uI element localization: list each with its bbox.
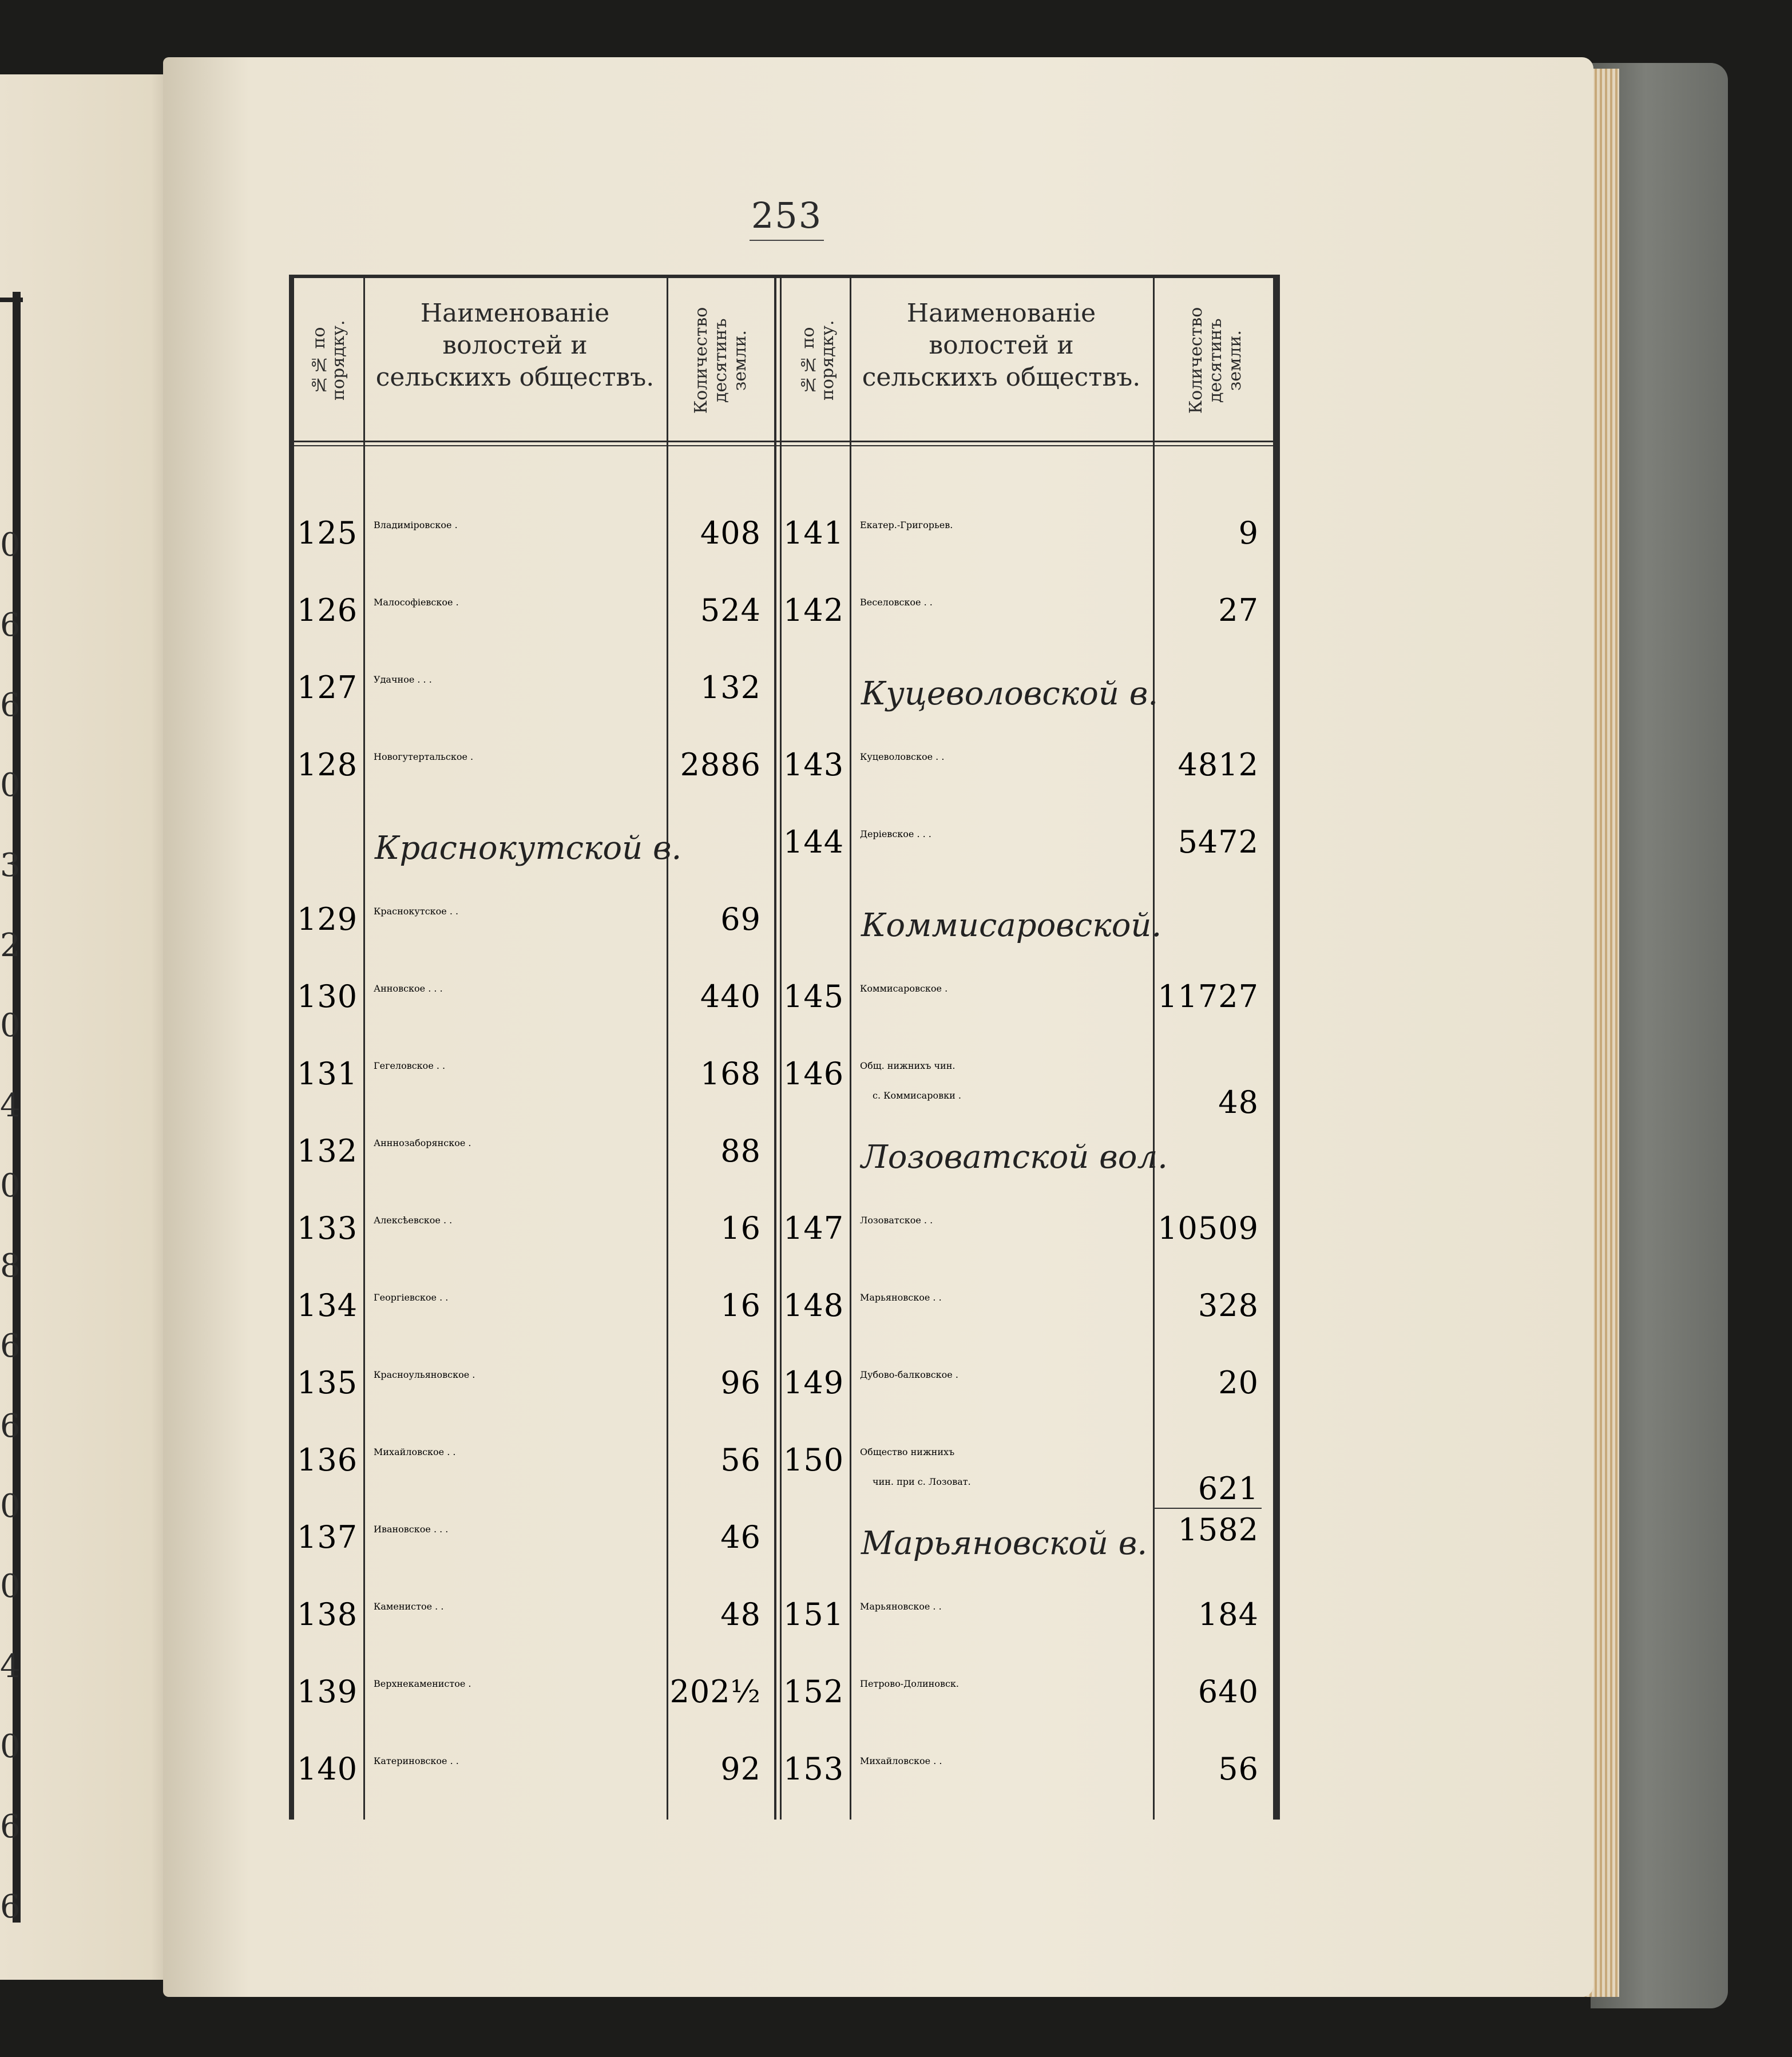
land-quantity: 132 xyxy=(700,669,761,706)
header-qty-left: Количество десятинъ земли. xyxy=(691,307,750,414)
society-name: Куцеволовское . . xyxy=(860,751,945,762)
margin-digit: 6 xyxy=(0,1408,21,1445)
society-name: Верхнекаменистое . xyxy=(374,1678,471,1689)
row-number: 127 xyxy=(297,669,358,706)
society-name: Малософіевское . xyxy=(374,597,459,608)
row-number: 139 xyxy=(297,1674,358,1710)
margin-digit: 6 xyxy=(0,1808,21,1845)
society-name: Марьяновское . . xyxy=(860,1601,942,1612)
land-quantity: 20 xyxy=(1218,1365,1259,1401)
col-divider-4 xyxy=(1153,275,1155,1820)
margin-digit: 6 xyxy=(0,1327,21,1365)
margin-digit: 0 xyxy=(0,1167,21,1204)
page-number: 253 xyxy=(750,195,824,241)
row-number: 137 xyxy=(297,1519,358,1555)
margin-digit: 8 xyxy=(0,1247,21,1285)
table-left-border xyxy=(289,275,294,1820)
left-page xyxy=(0,74,189,1980)
table-right-border xyxy=(1273,275,1280,1820)
margin-digit: 0 xyxy=(0,1568,21,1605)
land-quantity: 621 xyxy=(1198,1471,1259,1507)
col-divider-2 xyxy=(667,275,668,1820)
col-divider-1 xyxy=(363,275,365,1820)
margin-digit: 0 xyxy=(0,1728,21,1765)
margin-digit: 4 xyxy=(0,1648,21,1685)
land-quantity: 408 xyxy=(700,515,761,551)
society-name: Деріевское . . . xyxy=(860,829,931,839)
section-heading: Лозоватской вол. xyxy=(861,1139,1168,1176)
society-name: Гегеловское . . xyxy=(374,1060,446,1071)
society-name: Екатер.-Григорьев. xyxy=(860,520,953,530)
register-table xyxy=(289,275,1282,1820)
society-name: Ивановское . . . xyxy=(374,1524,449,1535)
land-quantity: 56 xyxy=(720,1442,761,1478)
row-number: 136 xyxy=(297,1442,358,1478)
society-name: Новогутертальское . xyxy=(374,751,474,762)
header-num-right: №№ по порядку. xyxy=(798,320,838,401)
row-number: 148 xyxy=(783,1287,845,1323)
row-number: 146 xyxy=(783,1056,845,1092)
land-quantity: 5472 xyxy=(1178,824,1259,860)
society-name: Коммисаровское . xyxy=(860,983,948,994)
row-number: 142 xyxy=(783,592,845,628)
land-quantity: 88 xyxy=(720,1133,761,1169)
row-number: 151 xyxy=(783,1596,845,1632)
land-quantity: 69 xyxy=(720,901,761,937)
header-bottom-rule-2 xyxy=(289,445,1280,446)
col-divider-3 xyxy=(850,275,851,1820)
land-quantity: 56 xyxy=(1218,1751,1259,1787)
land-quantity: 4812 xyxy=(1178,747,1259,783)
land-quantity: 202½ xyxy=(669,1674,761,1710)
subtotal-rule xyxy=(1153,1508,1262,1509)
margin-digit: 2 xyxy=(0,927,21,964)
header-qty-right: Количество десятинъ земли. xyxy=(1186,307,1245,414)
society-name-line2: с. Коммисаровки . xyxy=(873,1090,961,1101)
society-name: Дубово-балковское . xyxy=(860,1369,958,1380)
society-name-line2: чин. при с. Лозоват. xyxy=(873,1476,971,1487)
land-quantity: 440 xyxy=(700,978,761,1014)
margin-digit: 0 xyxy=(0,1488,21,1525)
land-quantity: 10509 xyxy=(1157,1210,1259,1246)
row-number: 140 xyxy=(297,1751,358,1787)
row-number: 147 xyxy=(783,1210,845,1246)
header-num-left: №№ по порядку. xyxy=(309,320,348,401)
row-number: 129 xyxy=(297,901,358,937)
row-number: 138 xyxy=(297,1596,358,1632)
land-quantity: 11727 xyxy=(1157,978,1259,1014)
section-heading: Куцеволовской в. xyxy=(861,675,1159,712)
society-name: Алексѣевское . . xyxy=(374,1215,453,1226)
section-heading: Марьяновской в. xyxy=(861,1525,1148,1562)
left-page-topbar xyxy=(0,298,23,302)
col-divider-mid-b xyxy=(780,275,782,1820)
row-number: 135 xyxy=(297,1365,358,1401)
land-quantity: 48 xyxy=(1218,1084,1259,1120)
land-quantity: 46 xyxy=(720,1519,761,1555)
society-name: Общество нижнихъ xyxy=(860,1446,955,1457)
table-top-border xyxy=(289,275,1280,278)
society-name: Катериновское . . xyxy=(374,1755,459,1766)
land-quantity: 168 xyxy=(700,1056,761,1092)
row-number: 150 xyxy=(783,1442,845,1478)
section-heading: Коммисаровской. xyxy=(861,907,1162,944)
society-name: Удачное . . . xyxy=(374,674,432,685)
society-name: Красноульяновское . xyxy=(374,1369,475,1380)
margin-digit: 4 xyxy=(0,1087,21,1124)
row-number: 144 xyxy=(783,824,845,860)
society-name: Михайловское . . xyxy=(374,1446,456,1457)
row-number: 134 xyxy=(297,1287,358,1323)
society-name: Анновское . . . xyxy=(374,983,443,994)
society-name: Михайловское . . xyxy=(860,1755,942,1766)
row-number: 141 xyxy=(783,515,845,551)
land-quantity: 2886 xyxy=(680,747,761,783)
header-name-left: Наименованіе волостей и сельскихъ обществъ. xyxy=(375,299,655,392)
land-quantity: 184 xyxy=(1198,1596,1259,1632)
row-number: 145 xyxy=(783,978,845,1014)
margin-digit: 6 xyxy=(0,607,21,644)
col-divider-mid xyxy=(774,275,776,1820)
row-number: 149 xyxy=(783,1365,845,1401)
row-number: 143 xyxy=(783,747,845,783)
margin-digit: 0 xyxy=(0,767,21,804)
land-quantity: 9 xyxy=(1238,515,1259,551)
land-quantity: 27 xyxy=(1218,592,1259,628)
land-quantity: 16 xyxy=(720,1210,761,1246)
row-number: 130 xyxy=(297,978,358,1014)
society-name: Лозоватское . . xyxy=(860,1215,933,1226)
subtotal-value: 1582 xyxy=(1178,1512,1259,1548)
land-quantity: 524 xyxy=(700,592,761,628)
margin-digit: 0 xyxy=(0,1007,21,1044)
land-quantity: 96 xyxy=(720,1365,761,1401)
section-heading: Краснокутской в. xyxy=(375,830,682,867)
margin-digit: 6 xyxy=(0,687,21,724)
row-number: 133 xyxy=(297,1210,358,1246)
land-quantity: 16 xyxy=(720,1287,761,1323)
row-number: 132 xyxy=(297,1133,358,1169)
society-name: Краснокутское . . xyxy=(374,906,459,917)
row-number: 126 xyxy=(297,592,358,628)
society-name: Георгіевское . . xyxy=(374,1292,449,1303)
land-quantity: 92 xyxy=(720,1751,761,1787)
row-number: 128 xyxy=(297,747,358,783)
row-number: 125 xyxy=(297,515,358,551)
margin-digit: 6 xyxy=(0,1888,21,1925)
society-name: Каменистое . . xyxy=(374,1601,444,1612)
header-name-right: Наименованіе волостей и сельскихъ обществъ. xyxy=(862,299,1141,392)
row-number: 131 xyxy=(297,1056,358,1092)
row-number: 153 xyxy=(783,1751,845,1787)
margin-digit: 3 xyxy=(0,847,21,884)
society-name: Общ. нижнихъ чин. xyxy=(860,1060,956,1071)
land-quantity: 48 xyxy=(720,1596,761,1632)
society-name: Петрово-Долиновск. xyxy=(860,1678,960,1689)
land-quantity: 328 xyxy=(1198,1287,1259,1323)
header-bottom-rule xyxy=(289,441,1280,442)
society-name: Анннозаборянское . xyxy=(374,1138,471,1148)
land-quantity: 640 xyxy=(1198,1674,1259,1710)
margin-digit: 0 xyxy=(0,526,21,564)
society-name: Владиміровское . xyxy=(374,520,458,530)
society-name: Марьяновское . . xyxy=(860,1292,942,1303)
society-name: Веселовское . . xyxy=(860,597,933,608)
row-number: 152 xyxy=(783,1674,845,1710)
